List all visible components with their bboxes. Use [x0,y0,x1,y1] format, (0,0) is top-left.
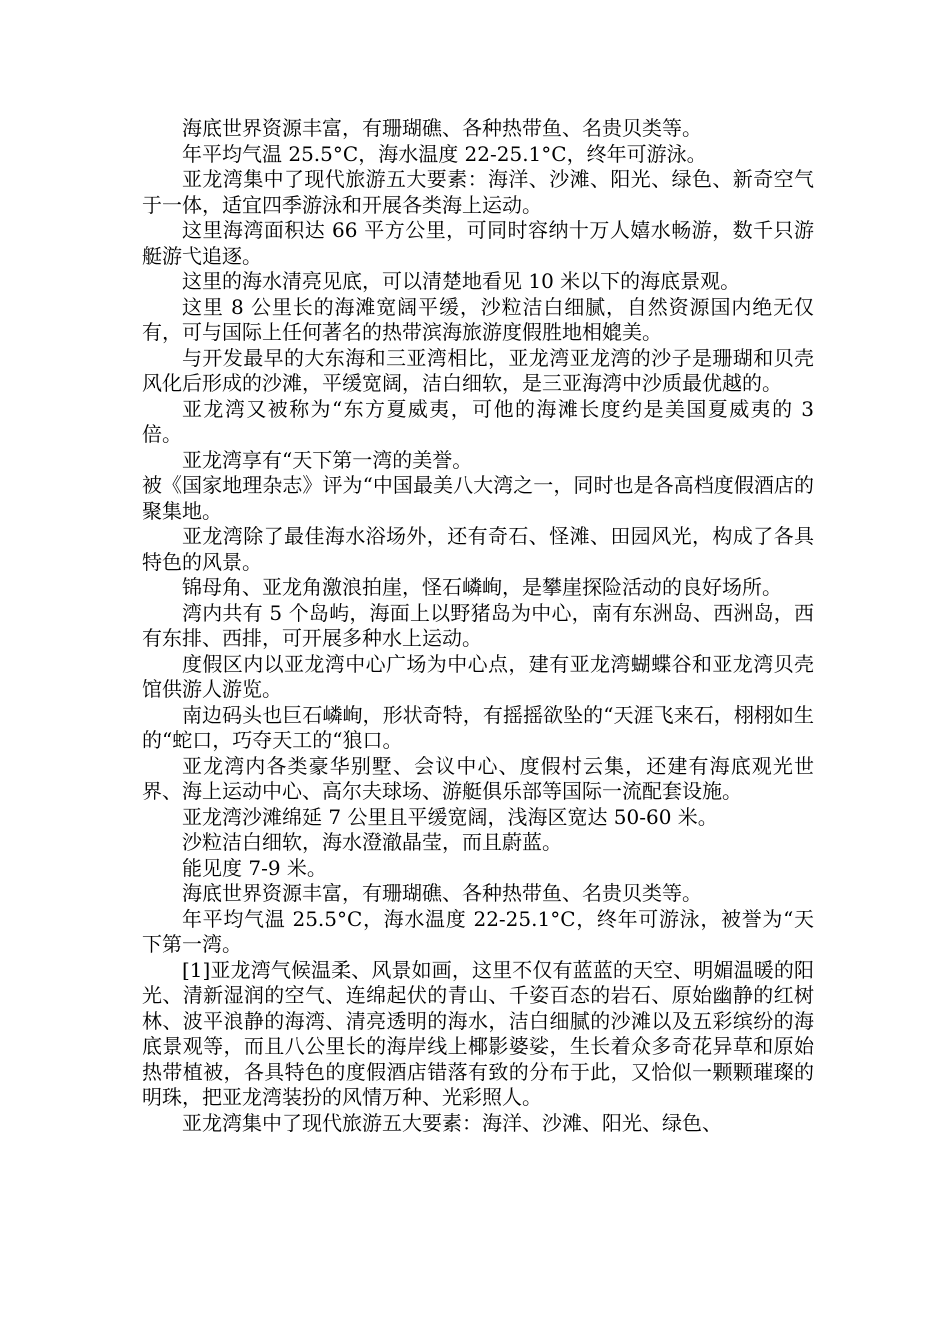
paragraph: 亚龙湾享有“天下第一湾的美誉。 [182,447,473,472]
paragraph: 能见度 7-9 米。 [182,855,327,880]
paragraph: 锦母角、亚龙角激浪拍崖，怪石嶙峋，是攀崖探险活动的良好场所。 [182,575,782,599]
paragraph: 与开发最早的大东海和三亚湾相比，亚龙湾亚龙湾的沙子是珊瑚和贝壳风化后形成的沙滩，平缓宽阔，洁白细软，是三亚海湾中沙质最优越的。 [142,345,814,395]
paragraph: 这里海湾面积达 66 平方公里，可同时容纳十万人嬉水畅游，数千只游艇游弋追逐。 [142,218,814,268]
paragraph: 海底世界资源丰富，有珊瑚礁、各种热带鱼、名贵贝类等。 [182,116,702,140]
paragraph: 亚龙湾内各类豪华别墅、会议中心、度假村云集，还建有海底观光世界、海上运动中心、高尔夫球场、游艇俱乐部等国际一流配套设施。 [142,753,814,803]
paragraph: 南边码头也巨石嶙峋，形状奇特，有摇摇欲坠的“天涯飞来石，栩栩如生的“蛇口，巧夺天工的“狼口。 [142,702,814,752]
paragraph: 年平均气温 25.5°C，海水温度 22-25.1°C，终年可游泳。 [182,141,707,166]
paragraph: 年平均气温 25.5°C，海水温度 22-25.1°C，终年可游泳，被誉为“天下第一湾。 [142,906,814,956]
paragraph: 沙粒洁白细软，海水澄澈晶莹，而且蔚蓝。 [182,830,562,854]
paragraph: 亚龙湾集中了现代旅游五大要素：海洋、沙滩、阳光、绿色、 [182,1110,722,1135]
paragraph: 这里的海水清亮见底，可以清楚地看见 10 米以下的海底景观。 [182,269,741,293]
paragraph: 这里 8 公里长的海滩宽阔平缓，沙粒洁白细腻，自然资源国内绝无仅有，可与国际上任何著名的热带滨海旅游度假胜地相媲美。 [142,294,814,344]
paragraph: 亚龙湾沙滩绵延 7 公里且平缓宽阔，浅海区宽达 50-60 米。 [182,804,718,829]
document-page [142,116,814,1136]
paragraph: 亚龙湾除了最佳海水浴场外，还有奇石、怪滩、田园风光，构成了各具特色的风景。 [142,524,814,574]
paragraph: 度假区内以亚龙湾中心广场为中心点，建有亚龙湾蝴蝶谷和亚龙湾贝壳馆供游人游览。 [142,651,814,701]
paragraph: [1]亚龙湾气候温柔、风景如画，这里不仅有蓝蓝的天空、明媚温暖的阳光、清新湿润的空气、连绵起伏的青山、千姿百态的岩石、原始幽静的红树林、波平浪静的海湾、清亮透明的海水，洁白细腻的沙滩以及五彩缤纷的海底景观等，而且八公里长的海岸线上椰影婆娑，生长着众多奇花异草和原始热带植被，各具特色的度假酒店错落有致的分布于此，又恰似一颗颗璀璨的明珠，把亚龙湾装扮的风情万种、光彩照人。 [142,957,814,1109]
paragraph: 亚龙湾又被称为“东方夏威夷，可他的海滩长度约是美国夏威夷的 3 倍。 [142,396,814,446]
paragraph: 亚龙湾集中了现代旅游五大要素：海洋、沙滩、阳光、绿色、新奇空气于一体，适宜四季游泳和开展各类海上运动。 [142,167,814,217]
paragraph: 海底世界资源丰富，有珊瑚礁、各种热带鱼、名贵贝类等。 [182,881,702,905]
paragraph: 湾内共有 5 个岛屿，海面上以野猪岛为中心，南有东洲岛、西洲岛，西有东排、西排，可开展多种水上运动。 [142,600,814,650]
paragraph: 被《国家地理杂志》评为“中国最美八大湾之一，同时也是各高档度假酒店的聚集地。 [142,473,814,523]
